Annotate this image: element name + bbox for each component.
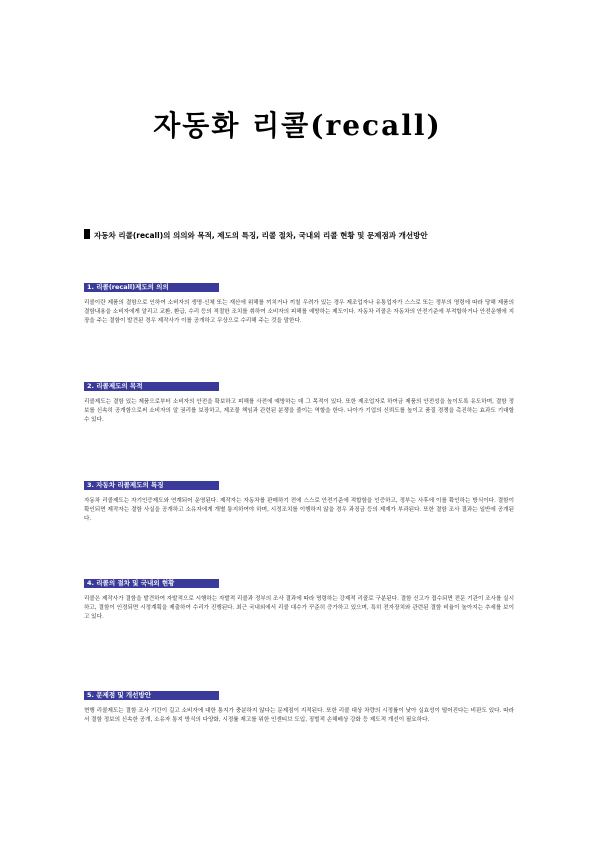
section-4 (84, 570, 514, 651)
section-body: 리콜이란 제품의 결함으로 인하여 소비자의 생명·신체 또는 재산에 위해를 끼치거나 끼칠 우려가 있는 경우 제조업자나 유통업자가 스스로 또는 정부의 명령에 따라 당해 제품의 결함내용을 소비자에게 알리고 교환, 환급, 수리 등의 적절한 조치를 취하여 소비자의 피해를 예방하는 제도이다. 자동차 리콜은 자동차의 안전기준에 부적합하거나 안전운행에 지장을 주는 결함이 발견된 경우 제작사가 이를 공개하고 무상으로 수리해 주는 것을 말한다. (84, 300, 514, 325)
subtitle-text: 자동차 리콜(recall)의 의의와 목적, 제도의 특징, 리콜 절차, 국내외 리콜 현황 및 문제점과 개선방안 (94, 231, 428, 240)
section-2 (84, 373, 514, 454)
section-1 (84, 274, 514, 355)
section-body: 리콜은 제작사가 결함을 발견하여 자발적으로 시행하는 자발적 리콜과 정부의 조사 결과에 따라 명령하는 강제적 리콜로 구분된다. 결함 신고가 접수되면 전문 기관이 조사를 실시하고, 결함이 인정되면 시정계획을 제출하여 수리가 진행된다. 최근 국내외에서 리콜 대수가 꾸준히 증가하고 있으며, 특히 전자장치와 관련된 결함 비율이 높아지는 추세를 보이고 있다. (84, 596, 514, 621)
document-title: 자동화 리콜(recall) (153, 109, 442, 142)
section-body: 현행 리콜제도는 결함 조사 기간이 길고 소비자에 대한 통지가 충분하지 않다는 문제점이 지적된다. 또한 리콜 대상 차량의 시정률이 낮아 실효성이 떨어진다는 비판도 있다. 따라서 결함 정보의 신속한 공개, 소유자 통지 방식의 다양화, 시정률 제고를 위한 인센티브 도입, 징벌적 손해배상 강화 등 제도적 개선이 필요하다. (84, 708, 514, 724)
section-heading: 4. 리콜의 절차 및 국내외 현황 (84, 579, 219, 588)
section-3 (84, 472, 514, 553)
section-heading: 5. 문제점 및 개선방안 (84, 691, 219, 700)
section-body: 자동차 리콜제도는 자기인증제도와 연계되어 운영된다. 제작자는 자동차를 판매하기 전에 스스로 안전기준에 적합함을 인증하고, 정부는 사후에 이를 확인하는 방식이다. 결함이 확인되면 제작자는 결함 사실을 공개하고 소유자에게 개별 통지하여야 하며, 시정조치를 이행하지 않을 경우 과징금 등의 제재가 부과된다. 또한 결함 조사 결과는 일반에 공개된다. (84, 498, 514, 523)
section-heading: 3. 자동차 리콜제도의 특징 (84, 481, 219, 490)
document-subtitle (84, 229, 524, 242)
section-5 (84, 682, 514, 755)
section-heading: 1. 리콜(recall)제도의 의의 (84, 283, 219, 292)
bullet-marker (84, 229, 90, 239)
section-heading: 2. 리콜제도의 목적 (84, 382, 219, 391)
section-body: 리콜제도는 결함 있는 제품으로부터 소비자의 안전을 확보하고 피해를 사전에 예방하는 데 그 목적이 있다. 또한 제조업자로 하여금 제품의 안전성을 높이도록 유도하며, 결함 정보를 신속히 공개함으로써 소비자의 알 권리를 보장하고, 제조물 책임과 관련된 분쟁을 줄이는 역할을 한다. 나아가 기업의 신뢰도를 높이고 품질 경쟁을 촉진하는 효과도 기대할 수 있다. (84, 399, 514, 424)
